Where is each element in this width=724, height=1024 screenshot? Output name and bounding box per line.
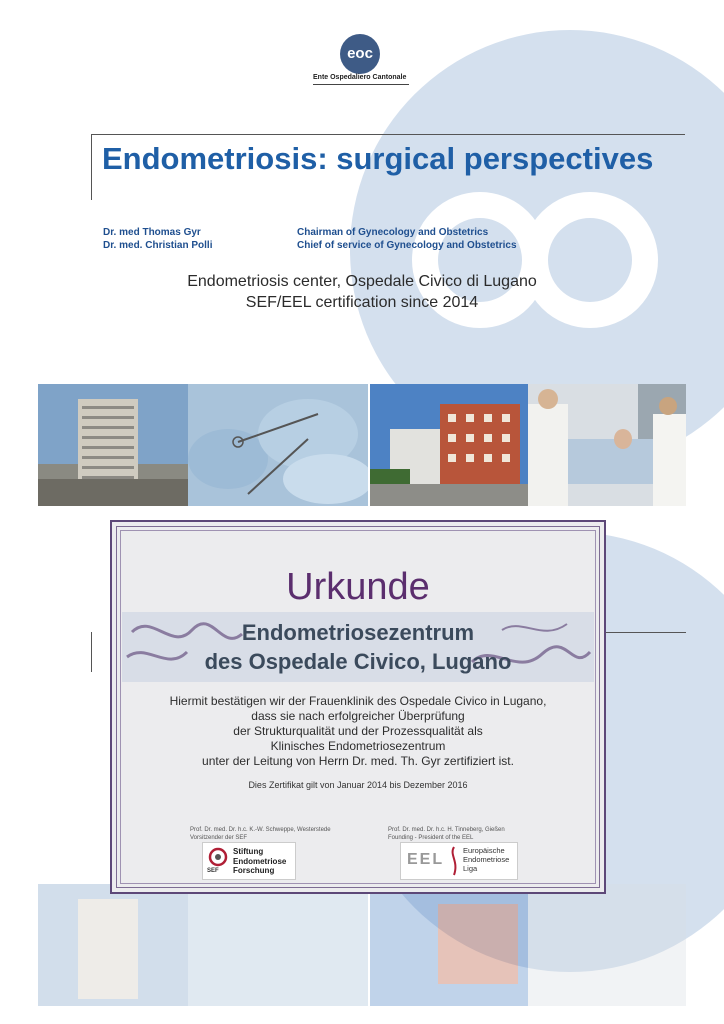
title-rule-vertical-2 bbox=[91, 632, 92, 672]
signer-left-role: Vorsitzender der SEF bbox=[190, 835, 248, 841]
logo-mark: eoc bbox=[347, 45, 373, 62]
certificate-validity: Dies Zertifikat gilt von Januar 2014 bis Dezember 2016 bbox=[248, 780, 468, 790]
eel-logo-line-3: Liga bbox=[463, 864, 478, 873]
sef-logo bbox=[202, 842, 296, 880]
certificate-subtitle-1: Endometriosezentrum bbox=[241, 620, 475, 645]
sef-logo-line-1: Stiftung bbox=[233, 847, 264, 856]
author-name-2: Dr. med. Christian Polli bbox=[103, 240, 213, 251]
sef-logo-abbr: SEF bbox=[207, 868, 219, 874]
signer-right-role: Founding - President of the EEL bbox=[388, 835, 474, 841]
certificate-body-4: Klinisches Endometriosezentrum bbox=[270, 739, 446, 753]
certificate-body-2: dass sie nach erfolgreicher Überprüfung bbox=[251, 709, 465, 723]
author-role-1: Chairman of Gynecology and Obstetrics bbox=[297, 227, 489, 238]
photo-hospital-building bbox=[370, 384, 528, 506]
certificate-body-3: der Strukturqualität und der Prozessqualität als bbox=[233, 724, 483, 738]
title-rule-vertical bbox=[91, 134, 92, 200]
page-title: Endometriosis: surgical perspectives bbox=[102, 141, 654, 176]
eel-logo-line-1: Europäische bbox=[463, 846, 505, 855]
signer-right-name: Prof. Dr. med. Dr. h.c. H. Tinneberg, Gießen bbox=[388, 827, 505, 833]
eel-logo-abbr: EEL bbox=[407, 851, 445, 868]
photo-surgery-hands bbox=[188, 384, 368, 506]
logo-subtitle: Ente Ospedaliero Cantonale bbox=[313, 74, 407, 81]
sef-logo-line-2: Endometriose bbox=[233, 856, 287, 866]
title-rule-horizontal bbox=[91, 134, 685, 135]
eel-logo bbox=[400, 842, 518, 880]
certificate-body-5: unter der Leitung von Herrn Dr. med. Th. Gyr zertifiziert ist. bbox=[202, 754, 514, 768]
title-rule-horizontal-2 bbox=[606, 632, 686, 633]
eoc-logo bbox=[340, 34, 380, 74]
certificate-body-1: Hiermit bestätigen wir der Frauenklinik des Ospedale Civico in Lugano, bbox=[169, 694, 547, 708]
sef-logo-line-3: Forschung bbox=[233, 866, 275, 875]
photo-hospital-tower bbox=[38, 384, 188, 506]
eel-logo-line-2: Endometriose bbox=[463, 855, 510, 864]
photo-strip-faded bbox=[38, 884, 686, 1006]
certificate-subtitle-2: des Ospedale Civico, Lugano bbox=[204, 649, 512, 674]
center-line-1: Endometriosis center, Ospedale Civico di Lugano bbox=[187, 273, 537, 290]
logo-underline bbox=[313, 84, 409, 85]
author-role-2: Chief of service of Gynecology and Obstetrics bbox=[297, 240, 517, 251]
center-line-2: SEF/EEL certification since 2014 bbox=[245, 294, 479, 311]
certificate bbox=[110, 520, 606, 894]
photo-patient-room bbox=[528, 384, 686, 506]
author-name-1: Dr. med Thomas Gyr bbox=[103, 227, 201, 238]
certificate-title: Urkunde bbox=[286, 566, 430, 608]
signer-left-name: Prof. Dr. med. Dr. h.c. K.-W. Schweppe, Westerstede bbox=[190, 827, 331, 833]
eel-logo-mark bbox=[447, 845, 461, 877]
